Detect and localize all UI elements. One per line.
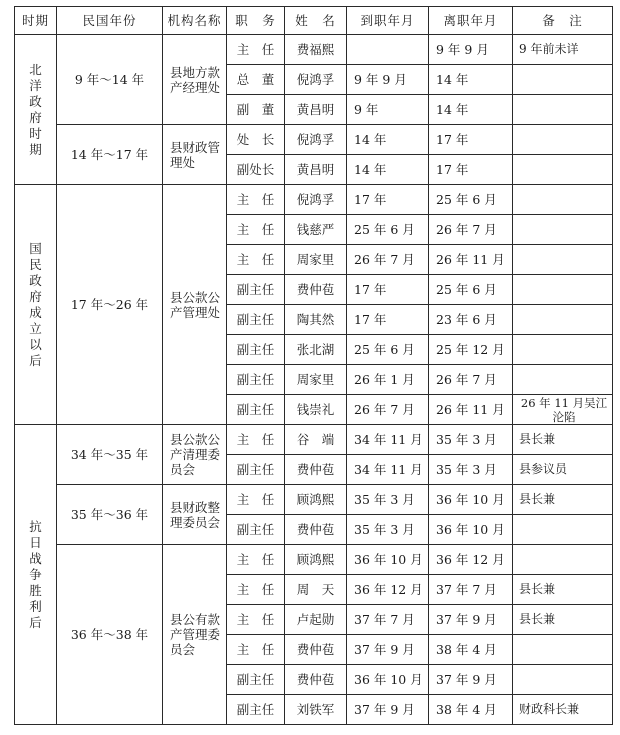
start-cell: 17 年 <box>347 185 429 215</box>
note-cell: 县长兼 <box>513 485 613 515</box>
end-cell: 17 年 <box>429 125 513 155</box>
note-cell: 县长兼 <box>513 605 613 635</box>
table-row <box>15 545 613 575</box>
start-cell: 34 年 11 月 <box>347 455 429 485</box>
note-cell <box>513 515 613 545</box>
org-cell: 县公款公产清理委员会 <box>163 425 227 485</box>
period-char: 以 <box>29 336 42 352</box>
period-char: 胜 <box>29 582 42 598</box>
start-cell: 17 年 <box>347 275 429 305</box>
note-cell <box>513 215 613 245</box>
name-cell: 黄昌明 <box>285 95 347 125</box>
name-cell: 顾鸿熙 <box>285 545 347 575</box>
note-cell <box>513 185 613 215</box>
header-years: 民国年份 <box>57 7 163 35</box>
note-cell: 县参议员 <box>513 455 613 485</box>
years-cell: 36 年～38 年 <box>57 545 163 725</box>
table-row <box>15 35 613 65</box>
start-cell: 26 年 7 月 <box>347 395 429 425</box>
note-cell <box>513 305 613 335</box>
period-cell <box>15 35 57 185</box>
end-cell: 26 年 7 月 <box>429 215 513 245</box>
years-cell: 17 年～26 年 <box>57 185 163 425</box>
name-cell: 钱慈严 <box>285 215 347 245</box>
title-cell: 副主任 <box>227 305 285 335</box>
org-cell: 县财政管理处 <box>163 125 227 185</box>
name-cell: 倪鸿孚 <box>285 125 347 155</box>
note-cell <box>513 665 613 695</box>
years-cell: 34 年～35 年 <box>57 425 163 485</box>
start-cell: 26 年 1 月 <box>347 365 429 395</box>
start-cell: 37 年 9 月 <box>347 635 429 665</box>
name-cell: 周家里 <box>285 245 347 275</box>
table-row <box>15 185 613 215</box>
note-cell: 县长兼 <box>513 575 613 605</box>
end-cell: 25 年 6 月 <box>429 275 513 305</box>
title-cell: 处 长 <box>227 125 285 155</box>
start-cell: 35 年 3 月 <box>347 515 429 545</box>
name-cell: 费仲苞 <box>285 455 347 485</box>
period-char: 北 <box>29 61 42 77</box>
name-cell: 费仲苞 <box>285 515 347 545</box>
header-title: 职 务 <box>227 7 285 35</box>
note-cell <box>513 125 613 155</box>
name-cell: 周 天 <box>285 575 347 605</box>
period-char: 战 <box>29 550 42 566</box>
period-char: 府 <box>29 109 42 125</box>
start-cell: 14 年 <box>347 125 429 155</box>
name-cell: 费福熙 <box>285 35 347 65</box>
header-period: 时期 <box>15 7 57 35</box>
period-char: 民 <box>29 256 42 272</box>
start-cell: 25 年 6 月 <box>347 335 429 365</box>
start-cell: 9 年 9 月 <box>347 65 429 95</box>
note-cell: 县长兼 <box>513 425 613 455</box>
period-char: 成 <box>29 304 42 320</box>
name-cell: 钱崇礼 <box>285 395 347 425</box>
end-cell: 37 年 9 月 <box>429 605 513 635</box>
title-cell: 副主任 <box>227 365 285 395</box>
start-cell: 36 年 10 月 <box>347 665 429 695</box>
end-cell: 25 年 12 月 <box>429 335 513 365</box>
org-cell: 县公有款产管理委员会 <box>163 545 227 725</box>
start-cell: 9 年 <box>347 95 429 125</box>
title-cell: 副主任 <box>227 455 285 485</box>
note-cell: 9 年前未详 <box>513 35 613 65</box>
title-cell: 副主任 <box>227 275 285 305</box>
note-cell <box>513 335 613 365</box>
note-cell <box>513 65 613 95</box>
years-cell: 9 年～14 年 <box>57 35 163 125</box>
header-note: 备 注 <box>513 7 613 35</box>
end-cell: 36 年 10 月 <box>429 485 513 515</box>
title-cell: 主 任 <box>227 545 285 575</box>
start-cell: 37 年 7 月 <box>347 605 429 635</box>
end-cell: 9 年 9 月 <box>429 35 513 65</box>
header-org: 机构名称 <box>163 7 227 35</box>
name-cell: 张北湖 <box>285 335 347 365</box>
title-cell: 副主任 <box>227 515 285 545</box>
title-cell: 主 任 <box>227 605 285 635</box>
name-cell: 刘铁军 <box>285 695 347 725</box>
period-cell <box>15 425 57 725</box>
start-cell: 25 年 6 月 <box>347 215 429 245</box>
period-char: 日 <box>29 534 42 550</box>
org-cell: 县公款公产管理处 <box>163 185 227 425</box>
title-cell: 主 任 <box>227 245 285 275</box>
period-char: 政 <box>29 272 42 288</box>
title-cell: 主 任 <box>227 485 285 515</box>
officials-table <box>14 6 613 725</box>
end-cell: 25 年 6 月 <box>429 185 513 215</box>
note-cell <box>513 545 613 575</box>
org-cell: 县地方款产经理处 <box>163 35 227 125</box>
end-cell: 38 年 4 月 <box>429 695 513 725</box>
name-cell: 费仲苞 <box>285 275 347 305</box>
org-cell: 县财政整理委员会 <box>163 485 227 545</box>
note-cell <box>513 635 613 665</box>
title-cell: 主 任 <box>227 635 285 665</box>
name-cell: 谷 端 <box>285 425 347 455</box>
end-cell: 26 年 7 月 <box>429 365 513 395</box>
name-cell: 黄昌明 <box>285 155 347 185</box>
end-cell: 26 年 11 月 <box>429 245 513 275</box>
end-cell: 38 年 4 月 <box>429 635 513 665</box>
start-cell: 36 年 12 月 <box>347 575 429 605</box>
header-end: 离职年月 <box>429 7 513 35</box>
end-cell: 35 年 3 月 <box>429 425 513 455</box>
name-cell: 倪鸿孚 <box>285 65 347 95</box>
period-char: 争 <box>29 566 42 582</box>
end-cell: 14 年 <box>429 65 513 95</box>
title-cell: 主 任 <box>227 575 285 605</box>
note-cell <box>513 365 613 395</box>
name-cell: 顾鸿熙 <box>285 485 347 515</box>
title-cell: 总 董 <box>227 65 285 95</box>
note-cell <box>513 155 613 185</box>
name-cell: 周家里 <box>285 365 347 395</box>
period-char: 国 <box>29 240 42 256</box>
end-cell: 23 年 6 月 <box>429 305 513 335</box>
period-char: 府 <box>29 288 42 304</box>
name-cell: 费仲苞 <box>285 665 347 695</box>
table-row <box>15 125 613 155</box>
end-cell: 17 年 <box>429 155 513 185</box>
name-cell: 倪鸿孚 <box>285 185 347 215</box>
start-cell <box>347 35 429 65</box>
name-cell: 卢起勋 <box>285 605 347 635</box>
period-char: 利 <box>29 598 42 614</box>
table-body <box>15 35 613 725</box>
title-cell: 副主任 <box>227 665 285 695</box>
title-cell: 主 任 <box>227 35 285 65</box>
years-cell: 14 年～17 年 <box>57 125 163 185</box>
header-name: 姓 名 <box>285 7 347 35</box>
note-cell: 26 年 11 月吴江沦陷 <box>513 395 613 425</box>
end-cell: 36 年 10 月 <box>429 515 513 545</box>
start-cell: 34 年 11 月 <box>347 425 429 455</box>
period-char: 期 <box>29 141 42 157</box>
note-cell <box>513 275 613 305</box>
start-cell: 37 年 9 月 <box>347 695 429 725</box>
end-cell: 36 年 12 月 <box>429 545 513 575</box>
name-cell: 陶其然 <box>285 305 347 335</box>
document-page <box>14 6 612 725</box>
title-cell: 主 任 <box>227 425 285 455</box>
start-cell: 26 年 7 月 <box>347 245 429 275</box>
note-cell: 财政科长兼 <box>513 695 613 725</box>
table-row <box>15 425 613 455</box>
period-char: 立 <box>29 320 42 336</box>
end-cell: 37 年 9 月 <box>429 665 513 695</box>
note-cell <box>513 245 613 275</box>
period-cell <box>15 185 57 425</box>
period-char: 时 <box>29 125 42 141</box>
title-cell: 副主任 <box>227 695 285 725</box>
title-cell: 副处长 <box>227 155 285 185</box>
period-char: 政 <box>29 93 42 109</box>
end-cell: 35 年 3 月 <box>429 455 513 485</box>
start-cell: 35 年 3 月 <box>347 485 429 515</box>
name-cell: 费仲苞 <box>285 635 347 665</box>
start-cell: 17 年 <box>347 305 429 335</box>
note-cell <box>513 95 613 125</box>
title-cell: 副 董 <box>227 95 285 125</box>
title-cell: 副主任 <box>227 335 285 365</box>
years-cell: 35 年～36 年 <box>57 485 163 545</box>
header-row <box>15 7 613 35</box>
title-cell: 主 任 <box>227 185 285 215</box>
table-row <box>15 485 613 515</box>
header-start: 到职年月 <box>347 7 429 35</box>
end-cell: 37 年 7 月 <box>429 575 513 605</box>
end-cell: 26 年 11 月 <box>429 395 513 425</box>
start-cell: 14 年 <box>347 155 429 185</box>
title-cell: 副主任 <box>227 395 285 425</box>
title-cell: 主 任 <box>227 215 285 245</box>
start-cell: 36 年 10 月 <box>347 545 429 575</box>
period-char: 抗 <box>29 518 42 534</box>
period-char: 后 <box>29 352 42 368</box>
period-char: 后 <box>29 614 42 630</box>
end-cell: 14 年 <box>429 95 513 125</box>
period-char: 洋 <box>29 77 42 93</box>
